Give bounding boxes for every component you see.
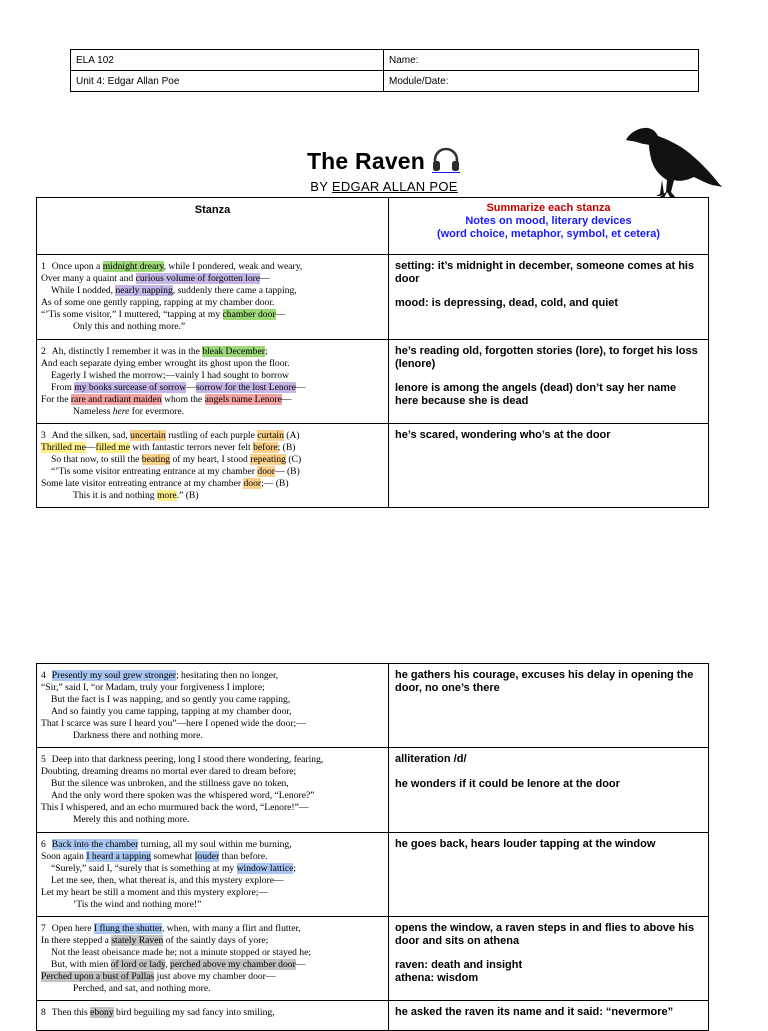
highlighted-phrase: curtain xyxy=(257,430,284,441)
line-text: So that now, to still the xyxy=(51,454,142,466)
poem-line xyxy=(41,1007,384,1019)
poem-line xyxy=(41,454,384,466)
line-text: of the saintly days of yore; xyxy=(163,935,269,947)
poem-line xyxy=(41,790,384,802)
poem-line xyxy=(41,490,384,502)
note-text: he’s reading old, forgotten stories (lore), to forget his loss (lenore) xyxy=(395,345,698,370)
highlighted-phrase: nearly napping xyxy=(115,285,173,297)
line-text: Let me see, then, what thereat is, and this mystery explore— xyxy=(51,875,284,887)
stanza-notes[interactable] xyxy=(389,340,709,424)
line-text: whom the xyxy=(161,394,205,406)
stanza-text xyxy=(37,340,389,424)
summary-column-header xyxy=(389,198,709,255)
line-text: for evermore. xyxy=(129,406,185,418)
highlighted-phrase: perched above my chamber door xyxy=(170,959,296,971)
highlighted-phrase: uncertain xyxy=(130,430,166,441)
highlighted-phrase: bleak December xyxy=(202,346,265,357)
note-text: he wonders if it could be lenore at the door xyxy=(395,777,620,790)
highlighted-phrase: my books surcease of sorrow xyxy=(74,382,187,394)
poem-line xyxy=(41,935,384,947)
stanza-text xyxy=(37,424,389,508)
highlighted-phrase: stately xyxy=(111,935,137,947)
poem-line xyxy=(41,370,384,382)
line-text: Let my heart be still a moment and this mystery explore;— xyxy=(41,887,268,899)
stanza-number: 5 xyxy=(41,754,46,765)
line-text: Nameless xyxy=(73,406,113,418)
line-text: here xyxy=(112,406,130,418)
highlighted-phrase: door xyxy=(257,466,275,478)
stanza-notes[interactable] xyxy=(389,664,709,748)
module-date-field[interactable]: Module/Date: xyxy=(384,71,699,92)
line-text: Not the least obeisance made he; not a minute stopped or stayed he; xyxy=(51,947,312,959)
table-row xyxy=(37,748,709,833)
headphones-icon[interactable] xyxy=(431,146,461,179)
line-text: just above my chamber door— xyxy=(154,971,276,983)
line-text: ; xyxy=(293,863,297,875)
byline-by: BY xyxy=(310,179,328,194)
poem-line xyxy=(41,706,384,718)
poem-line xyxy=(41,887,384,899)
highlighted-phrase: beating xyxy=(141,454,171,466)
note-text: alliteration /d/ xyxy=(395,753,467,765)
line-text: than before. xyxy=(219,851,268,863)
raven-image xyxy=(620,122,724,206)
line-text: In there stepped a xyxy=(41,935,112,947)
line-text: Some late visitor entreating entrance at my chamber xyxy=(41,478,244,490)
table-header-row xyxy=(37,198,709,255)
table-row xyxy=(37,340,709,424)
stanza-text xyxy=(37,1001,389,1031)
highlighted-phrase: before xyxy=(253,442,278,454)
stanza-text xyxy=(37,255,389,340)
highlighted-phrase: window lattice xyxy=(236,863,294,875)
poem-line xyxy=(41,923,384,935)
stanza-number: 4 xyxy=(41,670,46,681)
line-text: with fantastic terrors never felt xyxy=(130,442,254,454)
line-text: — xyxy=(295,382,306,394)
stanza-number: 1 xyxy=(41,261,46,272)
line-text: ; hesitating then no longer, xyxy=(175,670,279,681)
line-text: (C) xyxy=(285,454,302,466)
line-text: But the silence was unbroken, and the stillness gave no token, xyxy=(51,778,289,790)
stanza-number: 6 xyxy=(41,839,46,850)
line-text: Deep into that darkness peering, long I stood there wondering, fearing, xyxy=(51,754,324,765)
poem-line xyxy=(41,261,384,273)
line-text: , while I pondered, weak and weary, xyxy=(163,261,303,272)
line-text: While I nodded, xyxy=(51,285,116,297)
note-text: he asked the raven its name and it said: “nevermore” xyxy=(395,1006,674,1018)
highlighted-phrase: I heard a tapping xyxy=(86,851,152,863)
course-info-table xyxy=(70,49,699,92)
line-text: But, with mien xyxy=(51,959,111,971)
note-text: mood: is depressing, dead, cold, and quiet xyxy=(395,297,619,309)
poem-line xyxy=(41,863,384,875)
highlighted-phrase: angels name Lenore xyxy=(204,394,282,406)
table-row xyxy=(37,1001,709,1031)
line-text: As of some one gently rapping, rapping at my chamber door. xyxy=(41,297,275,309)
stanza-notes[interactable] xyxy=(389,1001,709,1031)
line-text: — (B) xyxy=(274,466,300,478)
poem-line xyxy=(41,694,384,706)
highlighted-phrase: chamber door xyxy=(222,309,276,321)
line-text: “Sir,” said I, “or Madam, truly your forgiveness I implore; xyxy=(41,682,265,694)
line-text: — xyxy=(86,442,96,454)
poem-line xyxy=(41,442,384,454)
poem-line xyxy=(41,778,384,790)
line-text: somewhat xyxy=(151,851,195,863)
poem-line xyxy=(41,851,384,863)
line-text: And the only word there spoken was the whispered word, “Lenore?” xyxy=(51,790,315,802)
highlighted-phrase: filled me xyxy=(95,442,130,454)
line-text: Perched, and sat, and nothing more. xyxy=(73,983,211,995)
line-text: — xyxy=(295,959,306,971)
poem-line xyxy=(41,358,384,370)
line-text: , when, with many a flirt and flutter, xyxy=(161,923,301,934)
line-text: “’Tis some visitor entreating entrance at my chamber xyxy=(51,466,258,478)
stanza-notes[interactable] xyxy=(389,917,709,1001)
stanza-text xyxy=(37,833,389,917)
line-text: Then this xyxy=(51,1007,91,1018)
line-text: , suddenly there came a tapping, xyxy=(172,285,297,297)
summary-header-line2: Notes on mood, literary devices xyxy=(465,215,632,227)
highlighted-phrase: louder xyxy=(194,851,220,863)
line-text: And so faintly you came tapping, tapping at my chamber door, xyxy=(51,706,292,718)
poem-line xyxy=(41,321,384,333)
highlighted-phrase: I flung the shutter xyxy=(93,923,162,934)
highlighted-phrase: ebony xyxy=(90,1007,114,1018)
stanza-notes[interactable] xyxy=(389,255,709,340)
course-cell: ELA 102 xyxy=(71,50,384,71)
poem-line xyxy=(41,406,384,418)
note-text: he’s scared, wondering who’s at the door xyxy=(395,429,611,441)
highlighted-phrase: midnight dreary xyxy=(102,261,164,272)
poem-line xyxy=(41,478,384,490)
title-text: The Raven xyxy=(306,148,426,174)
line-text: “’Tis some visitor,” I muttered, “tapping at my xyxy=(41,309,223,321)
stanza-number: 2 xyxy=(41,346,46,357)
unit-cell: Unit 4: Edgar Allan Poe xyxy=(71,71,384,92)
highlighted-phrase: Thrilled me xyxy=(41,442,87,454)
stanza-number: 8 xyxy=(41,1007,46,1018)
highlighted-phrase: sorrow for the lost Lenore xyxy=(195,382,296,394)
line-text: bird beguiling my sad fancy into smiling, xyxy=(113,1007,275,1018)
poem-line xyxy=(41,875,384,887)
highlighted-phrase: Raven xyxy=(136,935,164,947)
highlighted-phrase: repeating xyxy=(250,454,286,466)
author-link[interactable]: EDGAR ALLAN POE xyxy=(331,179,458,194)
poem-line xyxy=(41,309,384,321)
table-row xyxy=(37,833,709,917)
line-text: Once upon a xyxy=(51,261,103,272)
stanza-number: 3 xyxy=(41,430,46,441)
poem-line xyxy=(41,682,384,694)
stanza-notes[interactable] xyxy=(389,748,709,833)
poem-line xyxy=(41,382,384,394)
poem-line xyxy=(41,273,384,285)
poem-line xyxy=(41,899,384,911)
line-text: Over many a quaint and xyxy=(41,273,136,285)
stanza-number: 7 xyxy=(41,923,46,934)
line-text: Darkness there and nothing more. xyxy=(73,730,203,742)
highlighted-phrase: door xyxy=(243,478,262,490)
stanza-notes[interactable] xyxy=(389,424,709,508)
line-text: Doubting, dreaming dreams no mortal ever dared to dream before; xyxy=(41,766,297,778)
note-text: opens the window, a raven steps in and flies to above his door and sits on athena xyxy=(395,922,695,947)
highlighted-phrase: more xyxy=(156,490,177,502)
poem-line xyxy=(41,466,384,478)
poem-line xyxy=(41,802,384,814)
line-text: Ah, distinctly I remember it was in the xyxy=(51,346,203,357)
line-text: .” (B) xyxy=(176,490,199,502)
poem-line xyxy=(41,346,384,358)
line-text: Merely this and nothing more. xyxy=(73,814,190,826)
line-text: And each separate dying ember wrought its ghost upon the floor. xyxy=(41,358,290,370)
stanza-text xyxy=(37,917,389,1001)
note-text: athena: wisdom xyxy=(395,971,479,984)
note-text: raven: death and insight xyxy=(395,959,523,971)
highlighted-phrase: of lord or lady xyxy=(110,959,166,971)
line-text: Soon again xyxy=(41,851,87,863)
poem-line xyxy=(41,947,384,959)
stanza-text xyxy=(37,748,389,833)
poem-line xyxy=(41,839,384,851)
poem-line xyxy=(41,670,384,682)
line-text: ’Tis the wind and nothing more!” xyxy=(73,899,202,911)
line-text: (A) xyxy=(283,430,300,441)
highlighted-phrase: Presently my soul grew stronger xyxy=(51,670,176,681)
line-text: But the fact is I was napping, and so gently you came rapping, xyxy=(51,694,291,706)
line-text: ; (B) xyxy=(277,442,296,454)
line-text: And the silken, sad, xyxy=(51,430,131,441)
line-text: turning, all my soul within me burning, xyxy=(138,839,292,850)
note-text: lenore is among the angels (dead) don’t say her name here because she is dead xyxy=(395,382,677,407)
poem-line xyxy=(41,959,384,971)
poem-line xyxy=(41,730,384,742)
line-text: — xyxy=(275,309,286,321)
poem-line xyxy=(41,814,384,826)
note-text: he goes back, hears louder tapping at the window xyxy=(395,838,656,850)
poem-line xyxy=(41,430,384,442)
line-text: From xyxy=(51,382,75,394)
note-text: he gathers his courage, excuses his delay in opening the door, no one’s there xyxy=(395,669,694,694)
line-text: ;— (B) xyxy=(261,478,289,490)
highlighted-phrase: rare and radiant maiden xyxy=(70,394,162,406)
line-text: — xyxy=(186,382,196,394)
poem-line xyxy=(41,754,384,766)
table-row xyxy=(37,664,709,748)
highlighted-phrase: curious volume of forgotten lore xyxy=(135,273,261,285)
line-text: This it is and nothing xyxy=(73,490,157,502)
line-text: Only this and nothing more.” xyxy=(73,321,186,333)
stanza-table-part2 xyxy=(36,663,709,1031)
line-text: For the xyxy=(41,394,71,406)
poem-line xyxy=(41,297,384,309)
poem-line xyxy=(41,718,384,730)
table-row xyxy=(37,255,709,340)
line-text: — xyxy=(260,273,270,285)
summary-header-line3: (word choice, metaphor, symbol, et cetera) xyxy=(436,228,661,240)
line-text: , xyxy=(165,959,171,971)
line-text: That I scarce was sure I heard you”—here I opened wide the door;— xyxy=(41,718,306,730)
summary-header-line1: Summarize each stanza xyxy=(486,202,611,214)
stanza-column-header: Stanza xyxy=(37,198,389,255)
line-text: This I whispered, and an echo murmured back the word, “Lenore!”— xyxy=(41,802,309,814)
table-row xyxy=(37,424,709,508)
highlighted-phrase: Perched upon a bust of Pallas xyxy=(41,971,155,983)
line-text: Open here xyxy=(51,923,94,934)
line-text: “Surely,” said I, “surely that is something at my xyxy=(51,863,237,875)
line-text: rustling of each purple xyxy=(165,430,258,441)
line-text: ; xyxy=(264,346,268,357)
name-field[interactable]: Name: xyxy=(384,50,699,71)
line-text: Eagerly I wished the morrow;—vainly I had sought to borrow xyxy=(51,370,289,382)
poem-line xyxy=(41,394,384,406)
highlighted-phrase: Back into the chamber xyxy=(51,839,139,850)
poem-line xyxy=(41,971,384,983)
stanza-notes[interactable] xyxy=(389,833,709,917)
poem-line xyxy=(41,285,384,297)
line-text: of my heart, I stood xyxy=(170,454,251,466)
note-text: setting: it’s midnight in december, someone comes at his door xyxy=(395,260,695,285)
stanza-table-part1 xyxy=(36,197,709,508)
line-text: — xyxy=(281,394,292,406)
poem-line xyxy=(41,766,384,778)
poem-line xyxy=(41,983,384,995)
stanza-text xyxy=(37,664,389,748)
table-row xyxy=(37,917,709,1001)
